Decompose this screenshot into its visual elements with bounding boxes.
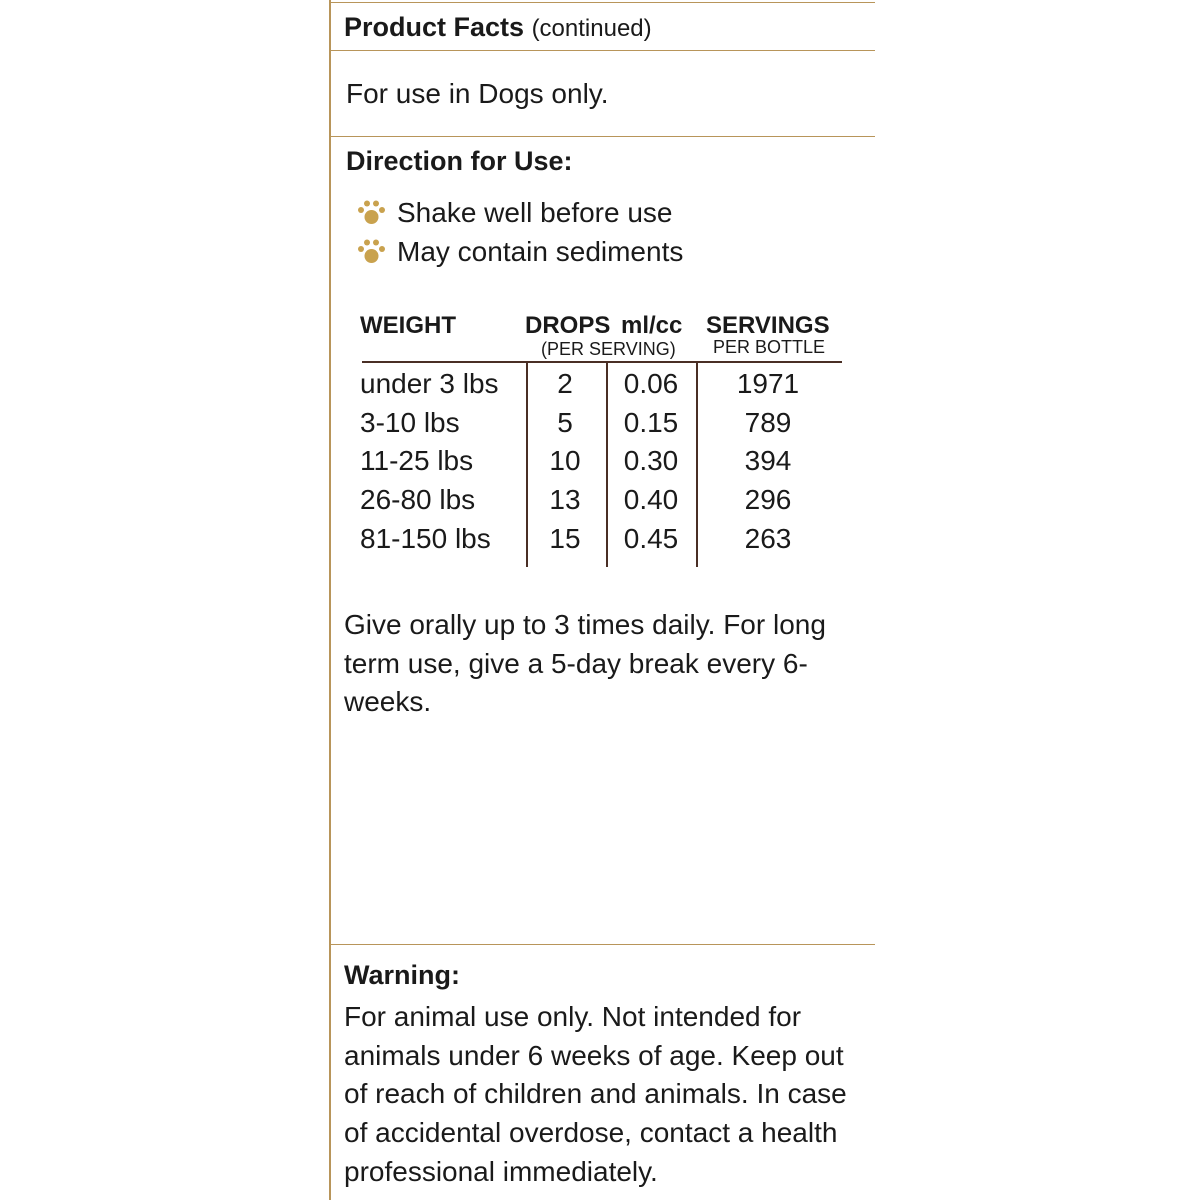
- header-ml: ml/cc: [621, 312, 683, 339]
- intro-divider: [331, 136, 875, 137]
- title-divider: [331, 50, 875, 51]
- table-header-rule: [362, 361, 842, 363]
- table-row: [331, 445, 875, 484]
- cell-ml: 0.30: [623, 445, 679, 477]
- header-per-serving: (PER SERVING): [541, 339, 676, 359]
- table-row: [331, 407, 875, 446]
- cell-ml: 0.40: [623, 484, 679, 516]
- dosing-note: Give orally up to 3 times daily. For long term use, give a 5-day break every 6-weeks.: [344, 609, 826, 717]
- cell-drops: 2: [557, 368, 573, 399]
- cell-weight: 81-150 lbs: [360, 522, 491, 554]
- table-row: [331, 368, 875, 407]
- header-servings: SERVINGS: [706, 312, 830, 339]
- cell-drops: 15: [549, 522, 581, 554]
- direction-text: May contain sediments: [397, 235, 684, 267]
- table-body: [331, 368, 875, 561]
- cell-weight: 3-10 lbs: [360, 406, 460, 438]
- product-facts-panel: [329, 0, 873, 1200]
- list-item: [356, 232, 683, 271]
- directions-heading: Direction for Use:: [346, 146, 573, 176]
- paw-icon: [356, 237, 386, 267]
- header-weight: WEIGHT: [360, 312, 456, 339]
- table-row: [331, 484, 875, 523]
- cell-weight: under 3 lbs: [360, 368, 499, 399]
- cell-servings: 263: [744, 522, 792, 554]
- header-drops: DROPS: [525, 312, 611, 339]
- header-per-bottle: PER BOTTLE: [713, 337, 826, 357]
- list-item: [356, 193, 683, 232]
- top-divider: [331, 2, 875, 3]
- cell-servings: 789: [744, 406, 792, 438]
- cell-servings: 394: [744, 445, 792, 477]
- panel-title: [344, 12, 652, 43]
- cell-weight: 11-25 lbs: [360, 445, 474, 477]
- direction-text: Shake well before use: [397, 196, 673, 228]
- warning-text: For animal use only. Not intended for animals under 6 weeks of age. Keep out of reach of children and animals. In case of accidental overdose, contact a health professional immediately.: [344, 1001, 847, 1187]
- paw-icon: [356, 198, 386, 228]
- directions-list: [356, 193, 683, 271]
- cell-drops: 10: [549, 445, 581, 477]
- table-row: [331, 523, 875, 562]
- usage-intro: For use in Dogs only.: [346, 78, 609, 109]
- cell-ml: 0.06: [623, 368, 679, 399]
- panel-title-main: Product Facts: [344, 12, 525, 42]
- warning-heading: Warning:: [344, 960, 460, 990]
- cell-drops: 5: [557, 406, 573, 438]
- warning-divider: [331, 944, 875, 945]
- cell-servings: 1971: [736, 368, 800, 399]
- cell-ml: 0.45: [623, 522, 679, 554]
- cell-drops: 13: [549, 484, 581, 516]
- panel-title-suffix: (continued): [531, 15, 652, 42]
- cell-ml: 0.15: [623, 406, 679, 438]
- cell-weight: 26-80 lbs: [360, 484, 476, 516]
- cell-servings: 296: [744, 484, 792, 516]
